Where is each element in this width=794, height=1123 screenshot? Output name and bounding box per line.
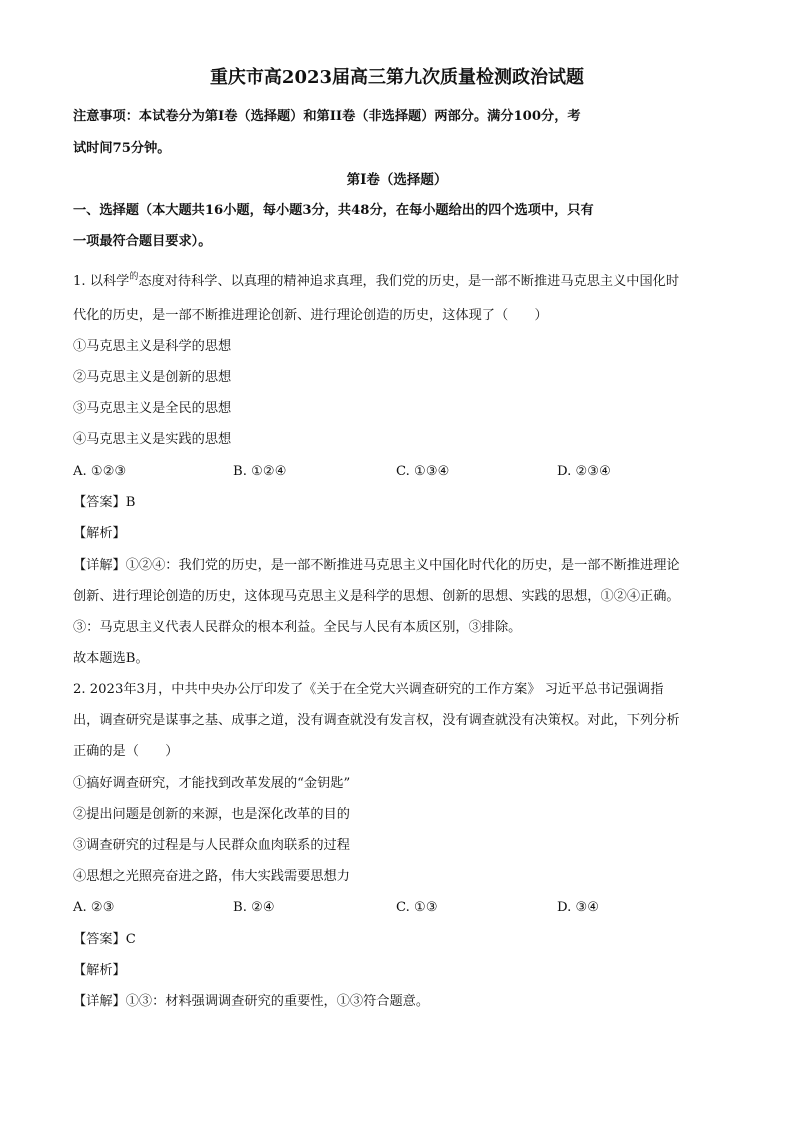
q1-conclusion: 故本题选B。 (73, 651, 149, 666)
q1-stem-superscript: 的 (129, 272, 139, 282)
q1-detail-line-1: 【详解】①②④：我们党的历史，是一部不断推进马克思主义中国化时代化的历史，是一部不断推进理论 (73, 558, 680, 573)
notice-line-1: 注意事项：本试卷分为第I卷（选择题）和第II卷（非选择题）两部分。满分100分，考 (73, 109, 581, 124)
part-header-line-1: 一、选择题（本大题共16小题，每小题3分，共48分，在每小题给出的四个选项中，只有 (73, 203, 594, 218)
q1-detail-line-3: ③：马克思主义代表人民群众的根本利益。全民与人民有本质区别，③排除。 (73, 620, 522, 635)
q1-item-2: ②马克思主义是创新的思想 (73, 370, 232, 385)
q2-stem-line-1: 2. 2023年3月，中共中央办公厅印发了《关于在全党大兴调查研究的工作方案》 习近平总书记强调指 (73, 682, 664, 697)
section-title: 第I卷（选择题） (346, 172, 448, 188)
notice-line-2: 试时间75分钟。 (73, 141, 171, 156)
q1-option-d: D. ②③④ (557, 464, 611, 479)
q2-item-4: ④思想之光照亮奋进之路，伟大实践需要思想力 (73, 869, 350, 884)
q1-stem-part-a: 1. 以科学 (73, 274, 130, 289)
q2-detail-line-1: 【详解】①③：材料强调调查研究的重要性，①③符合题意。 (73, 994, 430, 1009)
part-header-line-2: 一项最符合题目要求）。 (73, 234, 212, 249)
q1-stem-line-1 (73, 273, 679, 292)
q1-analysis-label: 【解析】 (73, 526, 126, 541)
page-title: 重庆市高2023届高三第九次质量检测政治试题 (209, 67, 585, 88)
q2-stem-line-3: 正确的是（ ） (73, 744, 179, 759)
q1-item-4: ④马克思主义是实践的思想 (73, 432, 232, 447)
q2-option-c: C. ①③ (396, 900, 438, 915)
q2-stem-line-2: 出，调查研究是谋事之基、成事之道，没有调查就没有发言权，没有调查就没有决策权。对此，下列分析 (73, 713, 680, 728)
q1-stem-line-2: 代化的历史，是一部不断推进理论创新、进行理论创造的历史，这体现了（ ） (73, 308, 548, 323)
q1-item-3: ③马克思主义是全民的思想 (73, 401, 232, 416)
q1-option-a: A. ①②③ (73, 464, 127, 479)
q2-option-b: B. ②④ (233, 900, 275, 915)
q2-option-d: D. ③④ (557, 900, 600, 915)
q1-detail-line-2: 创新、进行理论创造的历史，这体现马克思主义是科学的思想、创新的思想、实践的思想，①②④正确。 (73, 589, 680, 604)
q2-item-3: ③调查研究的过程是与人民群众血肉联系的过程 (73, 838, 350, 853)
q1-stem-part-b: 态度对待科学、以真理的精神追求真理，我们党的历史，是一部不断推进马克思主义中国化时 (138, 274, 680, 289)
q1-answer: 【答案】B (73, 495, 136, 510)
q1-option-b: B. ①②④ (233, 464, 287, 479)
q2-answer: 【答案】C (73, 932, 136, 947)
q2-item-1: ①搞好调查研究，才能找到改革发展的“金钥匙” (73, 776, 351, 791)
q2-item-2: ②提出问题是创新的来源，也是深化改革的目的 (73, 807, 350, 822)
q2-option-a: A. ②③ (73, 900, 115, 915)
q1-item-1: ①马克思主义是科学的思想 (73, 339, 232, 354)
q1-option-c: C. ①③④ (396, 464, 450, 479)
q2-analysis-label: 【解析】 (73, 963, 126, 978)
